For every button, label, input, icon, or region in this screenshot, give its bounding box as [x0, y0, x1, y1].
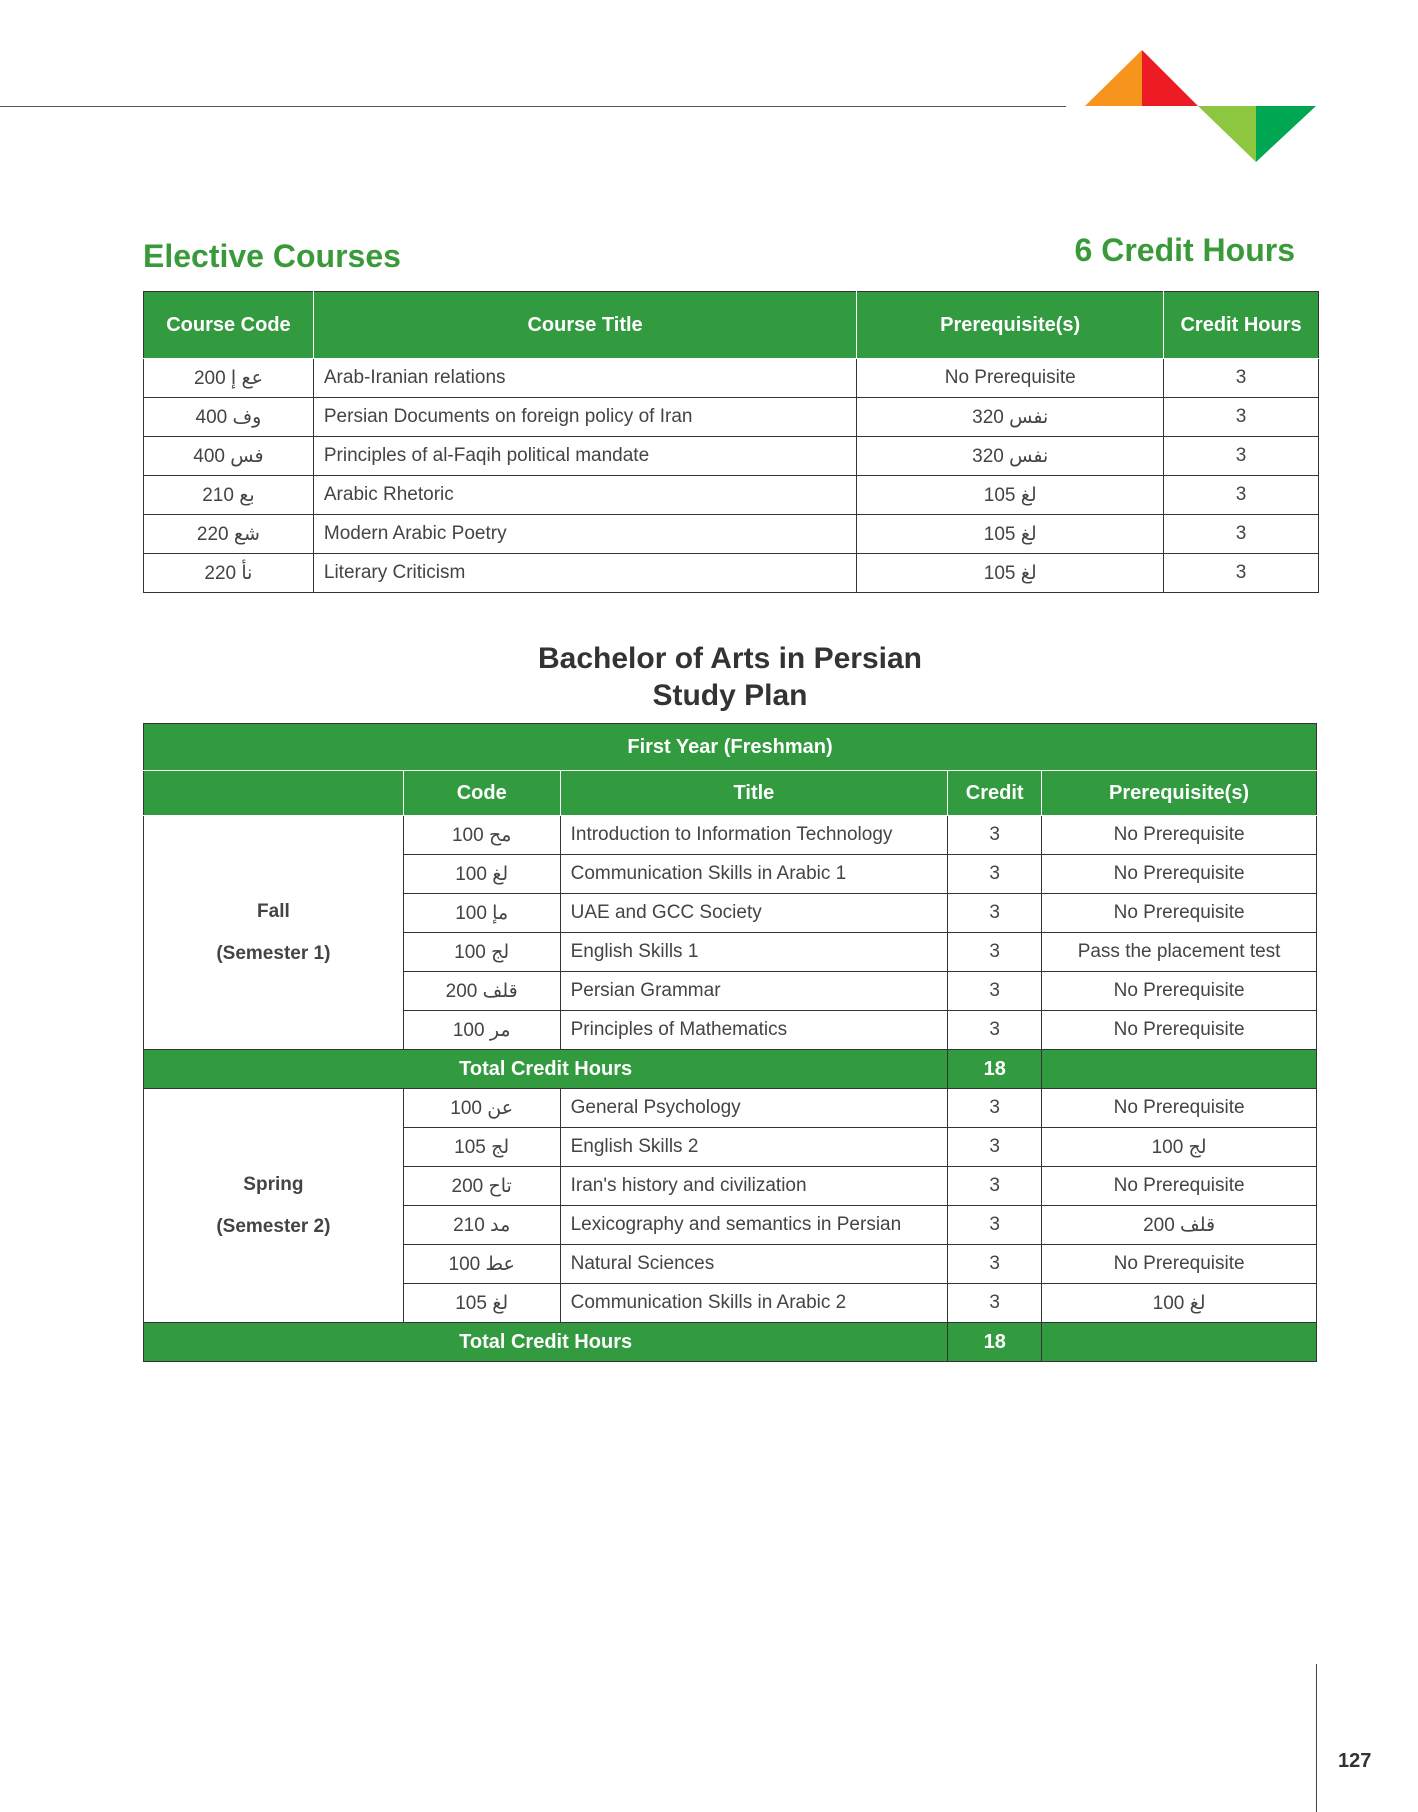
logo-triangles-icon	[1080, 50, 1320, 162]
year-header: First Year (Freshman)	[144, 724, 1317, 771]
course-credit: 3	[948, 1089, 1042, 1128]
course-prereq: قلف 200	[1042, 1206, 1317, 1245]
course-prereq: No Prerequisite	[1042, 1089, 1317, 1128]
course-code: لغ 100	[403, 855, 560, 894]
elective-courses-table	[143, 291, 1319, 593]
semester-label: (Semester 2)	[216, 1215, 331, 1237]
col-header-prerequisites: Prerequisite(s)	[857, 292, 1164, 359]
course-title: Literary Criticism	[313, 554, 856, 593]
course-code: مر 100	[403, 1011, 560, 1050]
logo-red-triangle	[1142, 50, 1198, 106]
course-prereq: No Prerequisite	[1042, 1245, 1317, 1284]
col-header-credit-hours: Credit Hours	[1164, 292, 1319, 359]
course-prereq: نفس 320	[857, 398, 1164, 437]
course-prereq: لغ 105	[857, 554, 1164, 593]
course-title: Natural Sciences	[560, 1245, 948, 1284]
footer-rule	[1316, 1664, 1317, 1812]
course-prereq: لج 100	[1042, 1128, 1317, 1167]
course-credit: 3	[1164, 554, 1319, 593]
table-row	[144, 1089, 1317, 1128]
course-credit: 3	[948, 1011, 1042, 1050]
header-rule	[0, 106, 1066, 107]
table-row	[144, 554, 1319, 593]
col-header-semester	[144, 771, 404, 816]
course-title: Lexicography and semantics in Persian	[560, 1206, 948, 1245]
course-code: مد 210	[403, 1206, 560, 1245]
course-credit: 3	[948, 1284, 1042, 1323]
course-code: عن 100	[403, 1089, 560, 1128]
course-prereq: لغ 105	[857, 476, 1164, 515]
course-code: قلف 200	[403, 972, 560, 1011]
course-code: تاح 200	[403, 1167, 560, 1206]
course-title: English Skills 2	[560, 1128, 948, 1167]
study-plan-title-line2: Study Plan	[652, 679, 808, 712]
elective-courses-title: Elective Courses	[143, 238, 401, 274]
total-value: 18	[948, 1323, 1042, 1362]
course-title: Principles of Mathematics	[560, 1011, 948, 1050]
table-header-row	[144, 292, 1319, 359]
logo-lightgreen-triangle	[1198, 106, 1256, 162]
table-row	[144, 359, 1319, 398]
course-code: عع إ 200	[144, 359, 314, 398]
course-credit: 3	[948, 1128, 1042, 1167]
course-credit: 3	[1164, 515, 1319, 554]
semester-cell-spring	[144, 1089, 404, 1323]
course-code: مإ 100	[403, 894, 560, 933]
course-code: فس 400	[144, 437, 314, 476]
course-title: Principles of al-Faqih political mandate	[313, 437, 856, 476]
year-header-row	[144, 724, 1317, 771]
total-row	[144, 1323, 1317, 1362]
course-prereq: Pass the placement test	[1042, 933, 1317, 972]
course-prereq: No Prerequisite	[1042, 894, 1317, 933]
semester-label: (Semester 1)	[216, 942, 331, 964]
course-code: مح 100	[403, 816, 560, 855]
course-credit: 3	[948, 1245, 1042, 1284]
semester-cell-fall	[144, 816, 404, 1050]
course-credit: 3	[948, 1167, 1042, 1206]
col-header-course-title: Course Title	[313, 292, 856, 359]
study-plan-title-line1: Bachelor of Arts in Persian	[538, 642, 922, 675]
course-prereq: No Prerequisite	[1042, 972, 1317, 1011]
course-code: عط 100	[403, 1245, 560, 1284]
course-prereq: No Prerequisite	[1042, 1167, 1317, 1206]
table-row	[144, 476, 1319, 515]
course-credit: 3	[948, 1206, 1042, 1245]
course-prereq: نفس 320	[857, 437, 1164, 476]
course-credit: 3	[948, 933, 1042, 972]
total-row	[144, 1050, 1317, 1089]
course-title: Arabic Rhetoric	[313, 476, 856, 515]
logo-green-triangle	[1256, 106, 1316, 162]
course-credit: 3	[1164, 476, 1319, 515]
table-row	[144, 515, 1319, 554]
total-blank	[1042, 1050, 1317, 1089]
page-number: 127	[1338, 1750, 1372, 1772]
elective-credit-hours: 6 Credit Hours	[1074, 232, 1295, 268]
semester-name: Spring	[243, 1173, 304, 1195]
logo-orange-triangle	[1085, 50, 1142, 106]
table-row	[144, 398, 1319, 437]
study-plan-table	[143, 723, 1317, 1362]
course-title: Persian Documents on foreign policy of Iran	[313, 398, 856, 437]
course-prereq: لغ 100	[1042, 1284, 1317, 1323]
course-code: لغ 105	[403, 1284, 560, 1323]
col-header-course-code: Course Code	[144, 292, 314, 359]
col-header-credit: Credit	[948, 771, 1042, 816]
course-code: وف 400	[144, 398, 314, 437]
course-prereq: No Prerequisite	[1042, 1011, 1317, 1050]
course-credit: 3	[1164, 359, 1319, 398]
total-blank	[1042, 1323, 1317, 1362]
course-code: لج 105	[403, 1128, 560, 1167]
course-title: English Skills 1	[560, 933, 948, 972]
course-code: نأ 220	[144, 554, 314, 593]
course-code: شع 220	[144, 515, 314, 554]
course-title: Persian Grammar	[560, 972, 948, 1011]
course-prereq: No Prerequisite	[857, 359, 1164, 398]
course-credit: 3	[948, 816, 1042, 855]
table-row	[144, 437, 1319, 476]
course-credit: 3	[948, 894, 1042, 933]
course-credit: 3	[1164, 437, 1319, 476]
course-prereq: No Prerequisite	[1042, 816, 1317, 855]
course-credit: 3	[948, 855, 1042, 894]
col-header-prerequisites: Prerequisite(s)	[1042, 771, 1317, 816]
course-prereq: لغ 105	[857, 515, 1164, 554]
semester-name: Fall	[257, 900, 290, 922]
course-title: Introduction to Information Technology	[560, 816, 948, 855]
course-code: لج 100	[403, 933, 560, 972]
course-credit: 3	[948, 972, 1042, 1011]
course-title: Arab-Iranian relations	[313, 359, 856, 398]
total-label: Total Credit Hours	[144, 1050, 948, 1089]
course-title: Communication Skills in Arabic 2	[560, 1284, 948, 1323]
course-title: Communication Skills in Arabic 1	[560, 855, 948, 894]
course-title: UAE and GCC Society	[560, 894, 948, 933]
course-title: General Psychology	[560, 1089, 948, 1128]
table-row	[144, 816, 1317, 855]
table-header-row	[144, 771, 1317, 816]
course-title: Modern Arabic Poetry	[313, 515, 856, 554]
col-header-code: Code	[403, 771, 560, 816]
study-plan-title	[0, 640, 1418, 714]
col-header-title: Title	[560, 771, 948, 816]
course-credit: 3	[1164, 398, 1319, 437]
course-code: بع 210	[144, 476, 314, 515]
course-title: Iran's history and civilization	[560, 1167, 948, 1206]
total-value: 18	[948, 1050, 1042, 1089]
total-label: Total Credit Hours	[144, 1323, 948, 1362]
course-prereq: No Prerequisite	[1042, 855, 1317, 894]
